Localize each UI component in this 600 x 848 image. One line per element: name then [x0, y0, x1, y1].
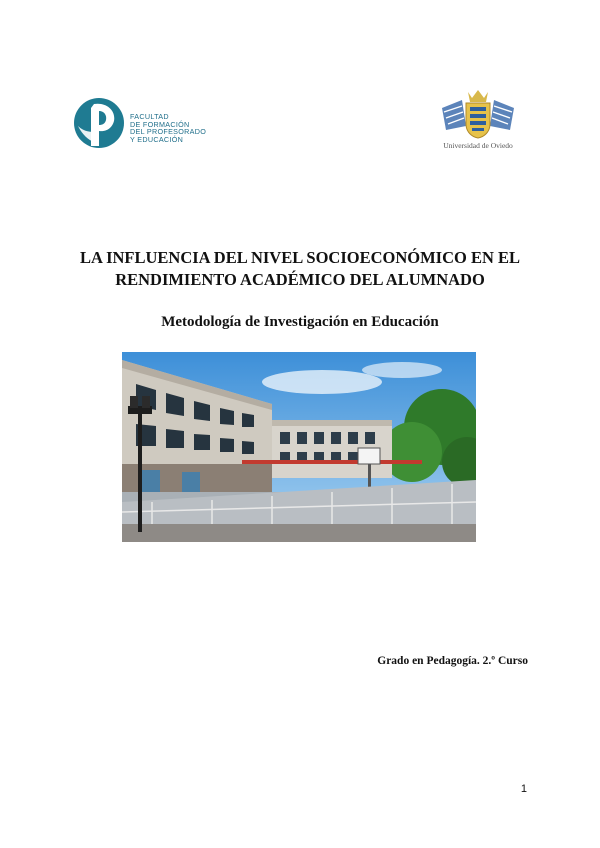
school-building-photo	[122, 352, 476, 542]
title-line-2: RENDIMIENTO ACADÉMICO DEL ALUMNADO	[115, 270, 485, 289]
document-subtitle: Metodología de Investigación en Educación	[161, 314, 439, 330]
university-name: Universidad de Oviedo	[443, 141, 513, 150]
faculty-line-3: DEL PROFESORADO	[130, 127, 207, 137]
document-title	[60, 247, 540, 291]
faculty-name	[130, 113, 206, 143]
course-label: Grado en Pedagogía. 2.º Curso	[377, 655, 528, 667]
faculty-logo	[72, 96, 222, 152]
university-logo	[428, 86, 528, 156]
faculty-line-1: FACULTAD	[130, 112, 169, 121]
university-crest-icon	[428, 86, 528, 140]
faculty-line-4: Y EDUCACIÓN	[130, 134, 184, 144]
title-line-1: LA INFLUENCIA DEL NIVEL SOCIOECONÓMICO EN EL	[79, 248, 521, 267]
page-number: 1	[520, 783, 527, 795]
faculty-line-2: DE FORMACIÓN	[130, 119, 190, 129]
faculty-logo-icon	[72, 96, 128, 152]
